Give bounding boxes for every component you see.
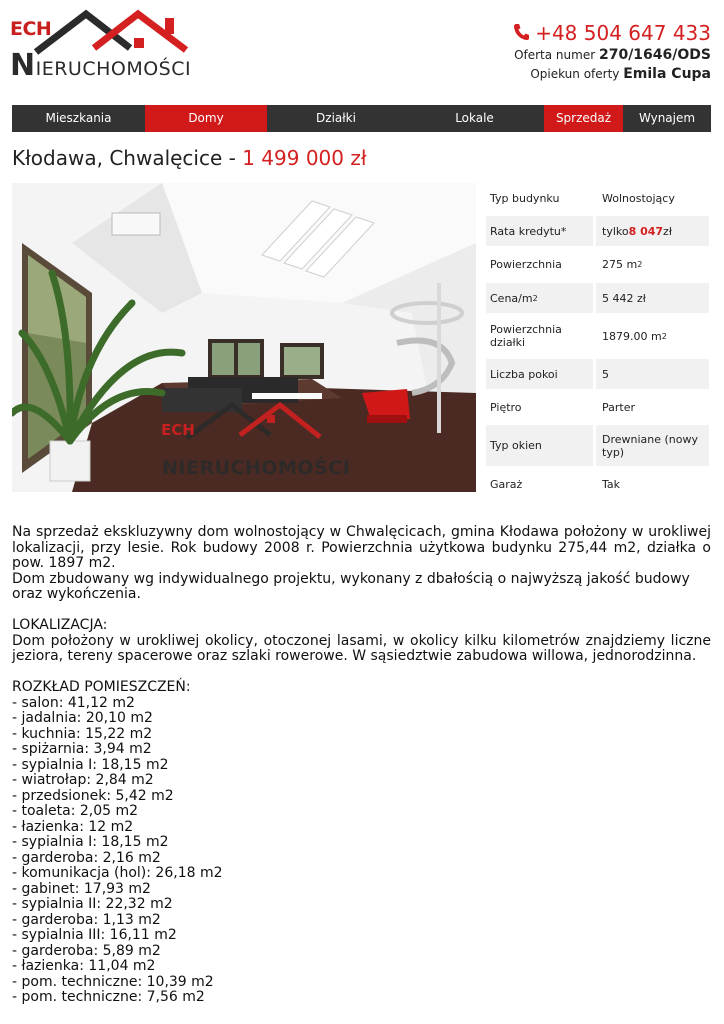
list-item: - łazienka: 12 m2 <box>12 818 134 835</box>
spec-label: Rata kredytu* <box>490 224 567 238</box>
list-item: - komunikacja (hol): 26,18 m2 <box>12 865 223 881</box>
spec-label: Typ okien <box>490 439 542 452</box>
photo-watermark-ech: ECH <box>161 421 195 439</box>
spec-row <box>486 425 709 469</box>
spec-label: Typ budynku <box>490 191 560 205</box>
spec-value: tylko 8 047 zł <box>593 216 709 246</box>
spec-label: Powierzchnia <box>490 258 562 271</box>
photo-watermark-name: NIERUCHOMOŚCI <box>162 457 351 479</box>
spec-label: Liczba pokoi <box>490 367 558 381</box>
spec-row <box>486 392 709 425</box>
list-item: - jadalnia: 20,10 m2 <box>12 710 153 726</box>
nav-item-domy[interactable]: Domy <box>145 105 267 132</box>
loan-rate-value: 8 047 <box>628 224 664 238</box>
list-item: - garderoba: 5,89 m2 <box>12 942 161 959</box>
rooms-list <box>12 696 711 1006</box>
spec-value: 5 442 zł <box>593 283 709 313</box>
description-paragraph: Dom zbudowany wg indywidualnego projektu, wykonany z dbałością o najwyższą jakość budowy oraz wykończenia. <box>12 570 690 602</box>
spec-value: 1879.00 m 2 <box>593 316 709 356</box>
spec-row <box>486 283 709 316</box>
list-item: - sypialnia I: 18,15 m2 <box>12 834 169 850</box>
list-item: - garderoba: 1,13 m2 <box>12 911 161 928</box>
nav-item-dzialki[interactable]: Działki <box>316 111 356 125</box>
contact-block <box>513 20 711 84</box>
listing-price: 1 499 000 zł <box>242 146 367 170</box>
nav-item-lokale[interactable]: Lokale <box>455 111 494 125</box>
offer-number-line <box>513 46 711 65</box>
phone-number: +48 504 647 433 <box>535 21 711 45</box>
location-heading: LOKALIZACJA: <box>12 617 108 633</box>
spec-label: Piętro <box>490 400 522 414</box>
listing-description <box>12 525 711 1006</box>
listing-location: Kłodawa, Chwalęcice - <box>12 146 243 170</box>
list-item: - sypialnia II: 22,32 m2 <box>12 896 173 912</box>
site-logo[interactable] <box>10 8 190 84</box>
spec-row <box>486 216 709 249</box>
spec-row <box>486 249 709 283</box>
interior-photo-illustration <box>12 183 476 492</box>
listing-title <box>12 146 367 170</box>
spec-label: Garaż <box>490 477 523 491</box>
agent-name: Emila Cupa <box>623 66 711 82</box>
spec-label: Powierzchnia działki <box>490 323 562 349</box>
nav-item-sprzedaz[interactable]: Sprzedaż <box>544 105 623 132</box>
list-item: - łazienka: 11,04 m2 <box>12 958 156 974</box>
spec-value: Wolnostojący <box>593 183 709 213</box>
description-paragraph: Na sprzedaż ekskluzywny dom wolnostojący w Chwalęcicach, gmina Kłodawa położony w urokliwej lokalizacji, przy lesie. Rok budowy 2008 r. Powierzchnia użytkowa budynku 275,44 m2, działka o pow. 1897 m2. <box>12 524 711 571</box>
specs-table <box>486 183 709 502</box>
spec-label: Cena/m 2 <box>490 291 538 305</box>
spec-row <box>486 316 709 359</box>
list-item: - spiżarnia: 3,94 m2 <box>12 741 152 757</box>
agent-label: Opiekun oferty <box>530 67 620 81</box>
list-item: - sypialnia I: 18,15 m2 <box>12 756 169 773</box>
rooms-heading: ROZKŁAD POMIESZCZEŃ: <box>12 679 191 695</box>
spec-value: 275 m 2 <box>593 249 709 280</box>
list-item: - przedsionek: 5,42 m2 <box>12 787 174 804</box>
logo-ech-text: ECH <box>10 18 52 40</box>
logo-name-text: NIERUCHOMOŚCI <box>10 48 192 83</box>
spec-row <box>486 469 709 502</box>
list-item: - wiatrołap: 2,84 m2 <box>12 772 154 788</box>
location-text: Dom położony w urokliwej okolicy, otoczonej lasami, w okolicy kilku kilometrów znajdziemy liczne jeziora, tereny spacerowe oraz szlaki rowerowe. W sąsiedztwie zabudowa willowa, jednorodzinna. <box>12 632 711 664</box>
list-item: - kuchnia: 15,22 m2 <box>12 725 153 742</box>
list-item: - salon: 41,12 m2 <box>12 694 135 711</box>
spec-row <box>486 359 709 392</box>
spec-row <box>486 183 709 216</box>
offer-number: 270/1646/ODS <box>598 47 711 63</box>
list-item: - pom. techniczne: 7,56 m2 <box>12 989 205 1005</box>
list-item: - garderoba: 2,16 m2 <box>12 849 161 866</box>
phone-link[interactable] <box>513 20 711 46</box>
listing-photo[interactable] <box>12 183 476 492</box>
spec-value: Drewniane (nowy typ) <box>593 425 709 466</box>
spec-value: Tak <box>593 469 709 499</box>
list-item: - toaleta: 2,05 m2 <box>12 803 139 819</box>
list-item: - sypialnia III: 16,11 m2 <box>12 927 177 943</box>
spec-value: Parter <box>593 392 709 422</box>
list-item: - pom. techniczne: 10,39 m2 <box>12 973 214 990</box>
offer-number-label: Oferta numer <box>514 48 596 62</box>
main-nav <box>12 105 711 132</box>
list-item: - gabinet: 17,93 m2 <box>12 880 151 897</box>
spec-value: 5 <box>593 359 709 389</box>
agent-line <box>513 65 711 84</box>
nav-item-mieszkania[interactable]: Mieszkania <box>45 111 112 125</box>
nav-item-wynajem[interactable]: Wynajem <box>638 111 696 125</box>
phone-icon <box>513 23 529 41</box>
